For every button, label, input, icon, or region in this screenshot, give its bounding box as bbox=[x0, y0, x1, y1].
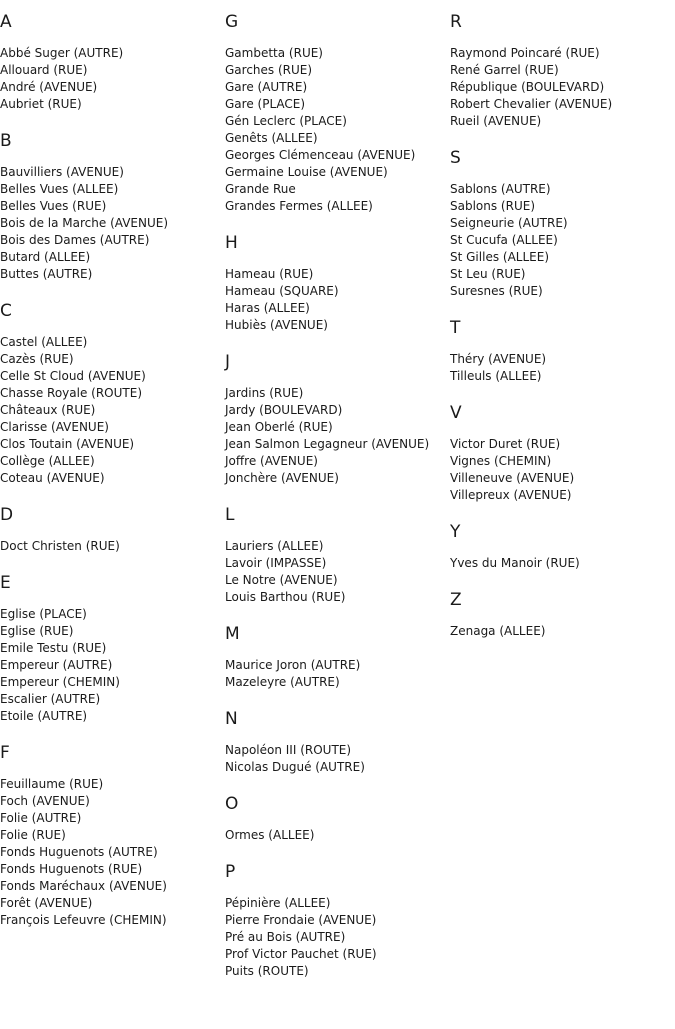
street-list-item: Etoile (AUTRE) bbox=[0, 709, 88, 723]
section-letter-heading: E bbox=[0, 573, 11, 593]
street-index-column-3 bbox=[450, 11, 675, 640]
letter-section bbox=[450, 402, 675, 504]
letter-section bbox=[225, 232, 450, 334]
street-list-item: Belles Vues (RUE) bbox=[0, 199, 107, 213]
letter-section bbox=[225, 504, 450, 606]
street-list-item: François Lefeuvre (CHEMIN) bbox=[0, 913, 167, 927]
street-list-item: Jardy (BOULEVARD) bbox=[225, 403, 343, 417]
street-list-item: Maurice Joron (AUTRE) bbox=[225, 658, 361, 672]
street-list-item: Clarisse (AVENUE) bbox=[0, 420, 109, 434]
street-list-item: Empereur (AUTRE) bbox=[0, 658, 113, 672]
street-list-item: Chasse Royale (ROUTE) bbox=[0, 386, 143, 400]
street-list-item: Napoléon III (ROUTE) bbox=[225, 743, 352, 757]
street-list-item: Collège (ALLEE) bbox=[0, 454, 95, 468]
street-list-item: Le Notre (AVENUE) bbox=[225, 573, 338, 587]
letter-section bbox=[450, 11, 675, 130]
street-list-item: Folie (AUTRE) bbox=[0, 811, 82, 825]
street-list-item: Raymond Poincaré (RUE) bbox=[450, 46, 600, 60]
letter-section bbox=[0, 300, 225, 487]
street-list-item: Genêts (ALLEE) bbox=[225, 131, 318, 145]
street-list bbox=[0, 45, 225, 113]
section-letter-heading: L bbox=[225, 505, 235, 525]
street-list-item: André (AVENUE) bbox=[0, 80, 98, 94]
street-list-item: Cazès (RUE) bbox=[0, 352, 74, 366]
letter-section bbox=[225, 861, 450, 980]
street-list bbox=[450, 181, 675, 300]
letter-section bbox=[450, 589, 675, 640]
street-list-item: Castel (ALLEE) bbox=[0, 335, 88, 349]
street-list-item: Suresnes (RUE) bbox=[450, 284, 543, 298]
street-list-item: Victor Duret (RUE) bbox=[450, 437, 561, 451]
street-list-item: Rueil (AVENUE) bbox=[450, 114, 542, 128]
section-letter-heading: Z bbox=[450, 590, 462, 610]
street-list bbox=[0, 606, 225, 725]
street-list-item: Villeneuve (AVENUE) bbox=[450, 471, 575, 485]
street-list-item: René Garrel (RUE) bbox=[450, 63, 559, 77]
street-list-item: Pré au Bois (AUTRE) bbox=[225, 930, 346, 944]
street-list-item: Forêt (AVENUE) bbox=[0, 896, 93, 910]
street-list-item: Butard (ALLEE) bbox=[0, 250, 91, 264]
letter-section bbox=[0, 742, 225, 929]
street-list-item: Jean Salmon Legagneur (AVENUE) bbox=[225, 437, 430, 451]
letter-section bbox=[0, 572, 225, 725]
street-list-item: Celle St Cloud (AVENUE) bbox=[0, 369, 146, 383]
letter-section bbox=[450, 521, 675, 572]
street-list-item: Coteau (AVENUE) bbox=[0, 471, 105, 485]
street-index-column-2 bbox=[225, 11, 450, 980]
street-list-item: Zenaga (ALLEE) bbox=[450, 624, 546, 638]
street-list-item: Robert Chevalier (AVENUE) bbox=[450, 97, 613, 111]
street-list-item: Georges Clémenceau (AVENUE) bbox=[225, 148, 416, 162]
street-list-item: Germaine Louise (AVENUE) bbox=[225, 165, 388, 179]
street-list-item: Yves du Manoir (RUE) bbox=[450, 556, 580, 570]
letter-section bbox=[450, 147, 675, 300]
section-letter-heading: B bbox=[0, 131, 12, 151]
street-list-item: Ormes (ALLEE) bbox=[225, 828, 315, 842]
street-list bbox=[450, 351, 675, 385]
street-list-item: Feuillaume (RUE) bbox=[0, 777, 104, 791]
street-list-item: Gambetta (RUE) bbox=[225, 46, 323, 60]
street-list-item: Bois des Dames (AUTRE) bbox=[0, 233, 150, 247]
street-list-item: Grande Rue bbox=[225, 182, 296, 196]
street-list-item: Mazeleyre (AUTRE) bbox=[225, 675, 340, 689]
section-letter-heading: N bbox=[225, 709, 238, 729]
street-list-item: Eglise (PLACE) bbox=[0, 607, 87, 621]
section-letter-heading: O bbox=[225, 794, 239, 814]
street-list-item: Gén Leclerc (PLACE) bbox=[225, 114, 347, 128]
street-list bbox=[450, 555, 675, 572]
street-list-item: Lauriers (ALLEE) bbox=[225, 539, 324, 553]
letter-section bbox=[225, 11, 450, 215]
letter-section bbox=[0, 11, 225, 113]
section-letter-heading: D bbox=[0, 505, 14, 525]
street-list-item: Gare (AUTRE) bbox=[225, 80, 308, 94]
street-list-item: Garches (RUE) bbox=[225, 63, 313, 77]
street-list bbox=[225, 385, 450, 487]
street-list bbox=[450, 45, 675, 130]
letter-section bbox=[225, 351, 450, 487]
street-list-item: Buttes (AUTRE) bbox=[0, 267, 93, 281]
street-list-item: Jardins (RUE) bbox=[225, 386, 304, 400]
street-list-item: Joffre (AVENUE) bbox=[225, 454, 318, 468]
street-list-item: Seigneurie (AUTRE) bbox=[450, 216, 568, 230]
street-list-item: Aubriet (RUE) bbox=[0, 97, 82, 111]
section-letter-heading: A bbox=[0, 12, 12, 32]
street-list-item: St Leu (RUE) bbox=[450, 267, 526, 281]
street-list-item: Pépinière (ALLEE) bbox=[225, 896, 331, 910]
section-letter-heading: T bbox=[450, 318, 461, 338]
street-list-item: Prof Victor Pauchet (RUE) bbox=[225, 947, 377, 961]
section-letter-heading: J bbox=[225, 352, 231, 372]
section-letter-heading: P bbox=[225, 862, 236, 882]
street-list-item: République (BOULEVARD) bbox=[450, 80, 605, 94]
letter-section bbox=[225, 708, 450, 776]
street-list-item: Hameau (RUE) bbox=[225, 267, 314, 281]
section-letter-heading: V bbox=[450, 403, 462, 423]
street-list bbox=[0, 776, 225, 929]
street-list bbox=[225, 742, 450, 776]
street-list-item: Gare (PLACE) bbox=[225, 97, 306, 111]
street-list-item: Clos Toutain (AVENUE) bbox=[0, 437, 135, 451]
street-list-item: Châteaux (RUE) bbox=[0, 403, 96, 417]
street-list-item: Jonchère (AVENUE) bbox=[225, 471, 339, 485]
street-list bbox=[225, 45, 450, 215]
street-list-item: Tilleuls (ALLEE) bbox=[450, 369, 542, 383]
street-list-item: Belles Vues (ALLEE) bbox=[0, 182, 119, 196]
street-list-item: St Cucufa (ALLEE) bbox=[450, 233, 558, 247]
street-list-item: Puits (ROUTE) bbox=[225, 964, 309, 978]
street-list-item: Vignes (CHEMIN) bbox=[450, 454, 552, 468]
section-letter-heading: F bbox=[0, 743, 10, 763]
letter-section bbox=[225, 793, 450, 844]
street-list-item: Hameau (SQUARE) bbox=[225, 284, 339, 298]
street-list bbox=[0, 164, 225, 283]
street-list-item: Lavoir (IMPASSE) bbox=[225, 556, 327, 570]
street-list-item: Escalier (AUTRE) bbox=[0, 692, 101, 706]
street-list-item: Foch (AVENUE) bbox=[0, 794, 90, 808]
street-list-item: Fonds Huguenots (RUE) bbox=[0, 862, 143, 876]
street-list-item: St Gilles (ALLEE) bbox=[450, 250, 549, 264]
street-list-item: Hubiès (AVENUE) bbox=[225, 318, 328, 332]
street-list-item: Sablons (RUE) bbox=[450, 199, 536, 213]
section-letter-heading: G bbox=[225, 12, 239, 32]
street-list-item: Nicolas Dugué (AUTRE) bbox=[225, 760, 365, 774]
street-list bbox=[225, 657, 450, 691]
street-list-item: Fonds Huguenots (AUTRE) bbox=[0, 845, 158, 859]
street-list-item: Louis Barthou (RUE) bbox=[225, 590, 346, 604]
street-list-item: Pierre Frondaie (AVENUE) bbox=[225, 913, 377, 927]
street-list-item: Bois de la Marche (AVENUE) bbox=[0, 216, 169, 230]
letter-section bbox=[450, 317, 675, 385]
street-index-column-1 bbox=[0, 11, 225, 929]
street-list-item: Sablons (AUTRE) bbox=[450, 182, 551, 196]
street-list bbox=[225, 266, 450, 334]
street-list-item: Bauvilliers (AVENUE) bbox=[0, 165, 124, 179]
section-letter-heading: Y bbox=[450, 522, 461, 542]
section-letter-heading: S bbox=[450, 148, 461, 168]
street-list-item: Jean Oberlé (RUE) bbox=[225, 420, 333, 434]
street-list bbox=[0, 334, 225, 487]
letter-section bbox=[0, 504, 225, 555]
street-list-item: Fonds Maréchaux (AVENUE) bbox=[0, 879, 167, 893]
section-letter-heading: R bbox=[450, 12, 462, 32]
street-list-item: Folie (RUE) bbox=[0, 828, 66, 842]
street-list-item: Théry (AVENUE) bbox=[450, 352, 547, 366]
street-list-item: Grandes Fermes (ALLEE) bbox=[225, 199, 373, 213]
section-letter-heading: C bbox=[0, 301, 12, 321]
street-list bbox=[450, 623, 675, 640]
street-list bbox=[225, 827, 450, 844]
street-list bbox=[225, 895, 450, 980]
street-list-item: Eglise (RUE) bbox=[0, 624, 74, 638]
letter-section bbox=[0, 130, 225, 283]
street-list bbox=[450, 436, 675, 504]
street-list-item: Abbé Suger (AUTRE) bbox=[0, 46, 124, 60]
section-letter-heading: M bbox=[225, 624, 240, 644]
street-list bbox=[225, 538, 450, 606]
letter-section bbox=[225, 623, 450, 691]
street-list-item: Doct Christen (RUE) bbox=[0, 539, 120, 553]
street-list-item: Villepreux (AVENUE) bbox=[450, 488, 572, 502]
section-letter-heading: H bbox=[225, 233, 238, 253]
street-list bbox=[0, 538, 225, 555]
street-list-item: Empereur (CHEMIN) bbox=[0, 675, 120, 689]
street-list-item: Allouard (RUE) bbox=[0, 63, 88, 77]
street-list-item: Haras (ALLEE) bbox=[225, 301, 310, 315]
street-list-item: Emile Testu (RUE) bbox=[0, 641, 107, 655]
